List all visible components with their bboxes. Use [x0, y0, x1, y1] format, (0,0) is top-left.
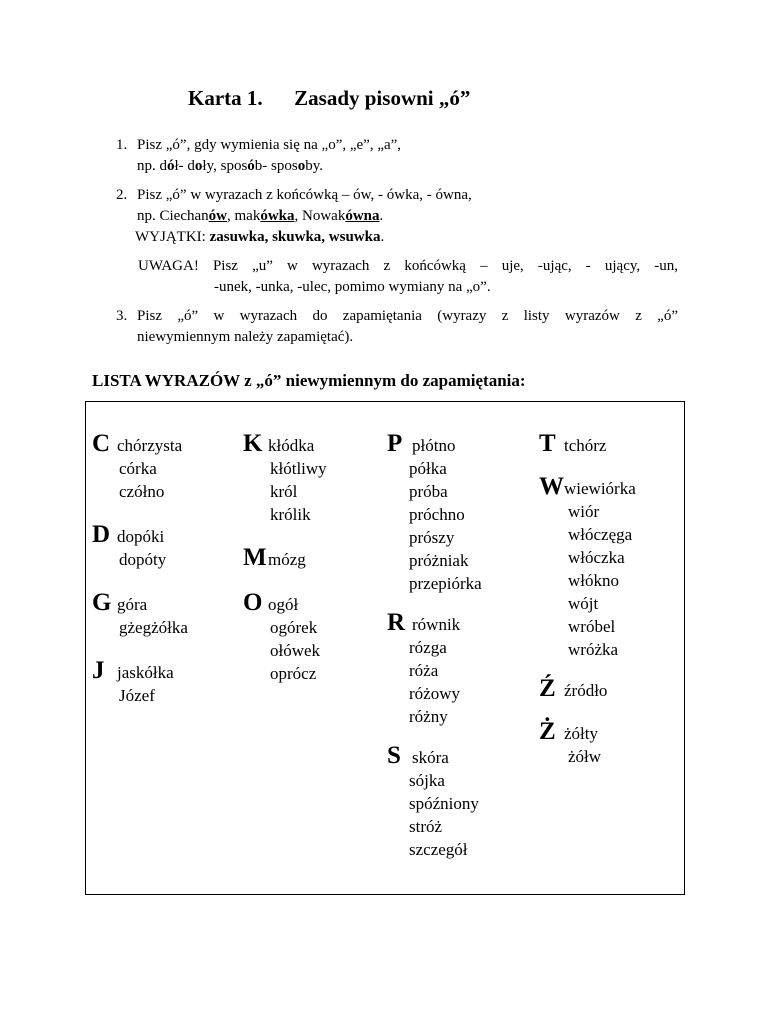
rules-list — [116, 135, 678, 356]
group-first-line — [387, 744, 482, 769]
word: córka — [119, 459, 157, 478]
word-column-2 — [243, 432, 327, 685]
rule-body — [137, 185, 678, 248]
word: żółw — [568, 747, 602, 766]
word: chórzysta — [117, 436, 183, 455]
letter-group — [243, 546, 327, 571]
rule-text: Pisz „ó”, gdy wymienia się na „o”, „e”, „a”, — [137, 137, 402, 153]
word: róża — [409, 661, 439, 680]
example-text: , Nowak — [294, 208, 346, 224]
word: kłótliwy — [270, 459, 327, 478]
group-first-line — [539, 475, 636, 500]
word: dopóty — [119, 550, 167, 569]
word: ogórek — [270, 618, 318, 637]
word: równik — [412, 615, 461, 634]
example-highlight: o — [194, 158, 203, 174]
group-letter: D — [92, 521, 111, 548]
group-letter: J — [92, 657, 105, 684]
word: jaskółka — [117, 663, 174, 682]
rule-example — [137, 206, 678, 227]
letter-group — [92, 591, 188, 639]
word-column-4 — [539, 432, 636, 768]
group-first-line — [92, 523, 188, 548]
letter-group — [92, 432, 188, 503]
rule-text-continued: niewymiennym należy zapamiętać). — [137, 329, 354, 345]
group-letter: R — [387, 609, 406, 636]
exceptions-end: . — [380, 229, 385, 245]
word: sójka — [409, 771, 445, 790]
group-first-line — [539, 432, 636, 457]
example-highlight: ów — [208, 208, 227, 224]
word: wiór — [568, 502, 600, 521]
word: król — [270, 482, 298, 501]
group-first-line — [387, 611, 482, 636]
word: próżniak — [409, 551, 469, 570]
rule-number: 2. — [116, 187, 128, 203]
word: gżegżółka — [119, 618, 188, 637]
word: włókno — [568, 571, 619, 590]
word: ołówek — [270, 641, 321, 660]
word: szczegół — [409, 840, 468, 859]
word: wiewiórka — [564, 479, 636, 498]
word: oprócz — [270, 664, 317, 683]
letter-group — [243, 432, 327, 526]
word: płótno — [412, 436, 456, 455]
word: prószy — [409, 528, 455, 547]
word-column-3 — [387, 432, 482, 861]
exceptions-label: WYJĄTKI: — [135, 229, 210, 245]
word: rózga — [409, 638, 447, 657]
group-letter: T — [539, 430, 556, 457]
page-title: Karta 1. Zasady pisowni „ó” — [188, 86, 471, 110]
example-text: ł- d — [174, 158, 195, 174]
word: włóczęga — [568, 525, 633, 544]
group-letter: W — [539, 473, 564, 500]
word: przepiórka — [409, 574, 482, 593]
word: mózg — [268, 550, 306, 569]
letter-group — [539, 475, 636, 661]
group-first-line — [387, 432, 482, 457]
word-column-1 — [92, 432, 188, 707]
letter-group — [539, 677, 636, 702]
group-letter: P — [387, 430, 403, 457]
word: góra — [117, 595, 148, 614]
word: Józef — [119, 686, 155, 705]
example-text: by. — [305, 158, 323, 174]
note — [138, 256, 678, 298]
group-letter: C — [92, 430, 111, 457]
word: stróż — [409, 817, 443, 836]
word: próba — [409, 482, 448, 501]
word: wróżka — [568, 640, 619, 659]
letter-group — [243, 591, 327, 685]
example-text: np. d — [137, 158, 167, 174]
note-line-1: UWAGA! Pisz „u” w wyrazach z końcówką – uje, -ując, - ujący, -un, — [138, 258, 678, 274]
word: różny — [409, 707, 448, 726]
rule-text: Pisz „ó” w wyrazach do zapamiętania (wyrazy z listy wyrazów z „ó” — [137, 308, 678, 324]
letter-group — [387, 744, 482, 861]
example-text: , mak — [227, 208, 261, 224]
group-first-line — [92, 659, 188, 684]
rule-3 — [116, 306, 678, 348]
example-text: np. Ciechan — [137, 208, 209, 224]
example-text: . — [379, 208, 384, 224]
letter-group — [387, 611, 482, 728]
group-first-line — [243, 591, 327, 616]
group-letter: S — [387, 742, 401, 769]
word: włóczka — [568, 548, 625, 567]
word: spóźniony — [409, 794, 479, 813]
word: wróbel — [568, 617, 616, 636]
word: tchórz — [564, 436, 607, 455]
group-first-line — [539, 677, 636, 702]
rule-text: Pisz „ó” w wyrazach z końcówką – ów, - ówka, - ówna, — [137, 187, 472, 203]
letter-group — [539, 720, 636, 768]
exceptions-line — [135, 227, 678, 248]
rule-2 — [116, 185, 678, 248]
rule-body — [137, 135, 678, 177]
rule-number: 1. — [116, 137, 128, 153]
word: próchno — [409, 505, 465, 524]
example-highlight: ó — [167, 158, 175, 174]
group-letter: M — [243, 544, 267, 571]
list-heading: LISTA WYRAZÓW z „ó” niewymiennym do zapamiętania: — [92, 371, 526, 390]
rule-body — [137, 306, 678, 348]
word: dopóki — [117, 527, 165, 546]
group-letter: K — [243, 430, 263, 457]
group-letter: G — [92, 589, 112, 616]
rule-number: 3. — [116, 308, 128, 324]
word: ogół — [268, 595, 299, 614]
group-first-line — [243, 546, 327, 571]
word: królik — [270, 505, 311, 524]
example-highlight: o — [297, 158, 306, 174]
letter-group — [387, 432, 482, 595]
word: wójt — [568, 594, 599, 613]
rule-1 — [116, 135, 678, 177]
letter-group — [92, 523, 188, 571]
group-first-line — [92, 432, 188, 457]
word-list-box — [85, 401, 685, 895]
word: różowy — [409, 684, 460, 703]
group-first-line — [243, 432, 327, 457]
word: kłódka — [268, 436, 315, 455]
group-letter: Ż — [539, 718, 556, 745]
word: czółno — [119, 482, 165, 501]
word: skóra — [412, 748, 449, 767]
example-highlight: ówna — [345, 208, 380, 224]
exceptions-words: zasuwka, skuwka, wsuwka — [209, 229, 381, 245]
note-line-2: -unek, -unka, -ulec, pomimo wymiany na „o”. — [214, 279, 491, 295]
example-highlight: ówka — [260, 208, 295, 224]
example-highlight: ó — [247, 158, 255, 174]
group-letter: O — [243, 589, 263, 616]
word: półka — [409, 459, 447, 478]
letter-group — [539, 432, 636, 457]
group-first-line — [92, 591, 188, 616]
word: żółty — [564, 724, 598, 743]
rule-example — [137, 156, 678, 177]
group-first-line — [539, 720, 636, 745]
group-letter: Ź — [539, 675, 556, 702]
example-text: b- spos — [254, 158, 298, 174]
example-text: ły, spos — [202, 158, 248, 174]
letter-group — [92, 659, 188, 707]
word: źródło — [564, 681, 608, 700]
